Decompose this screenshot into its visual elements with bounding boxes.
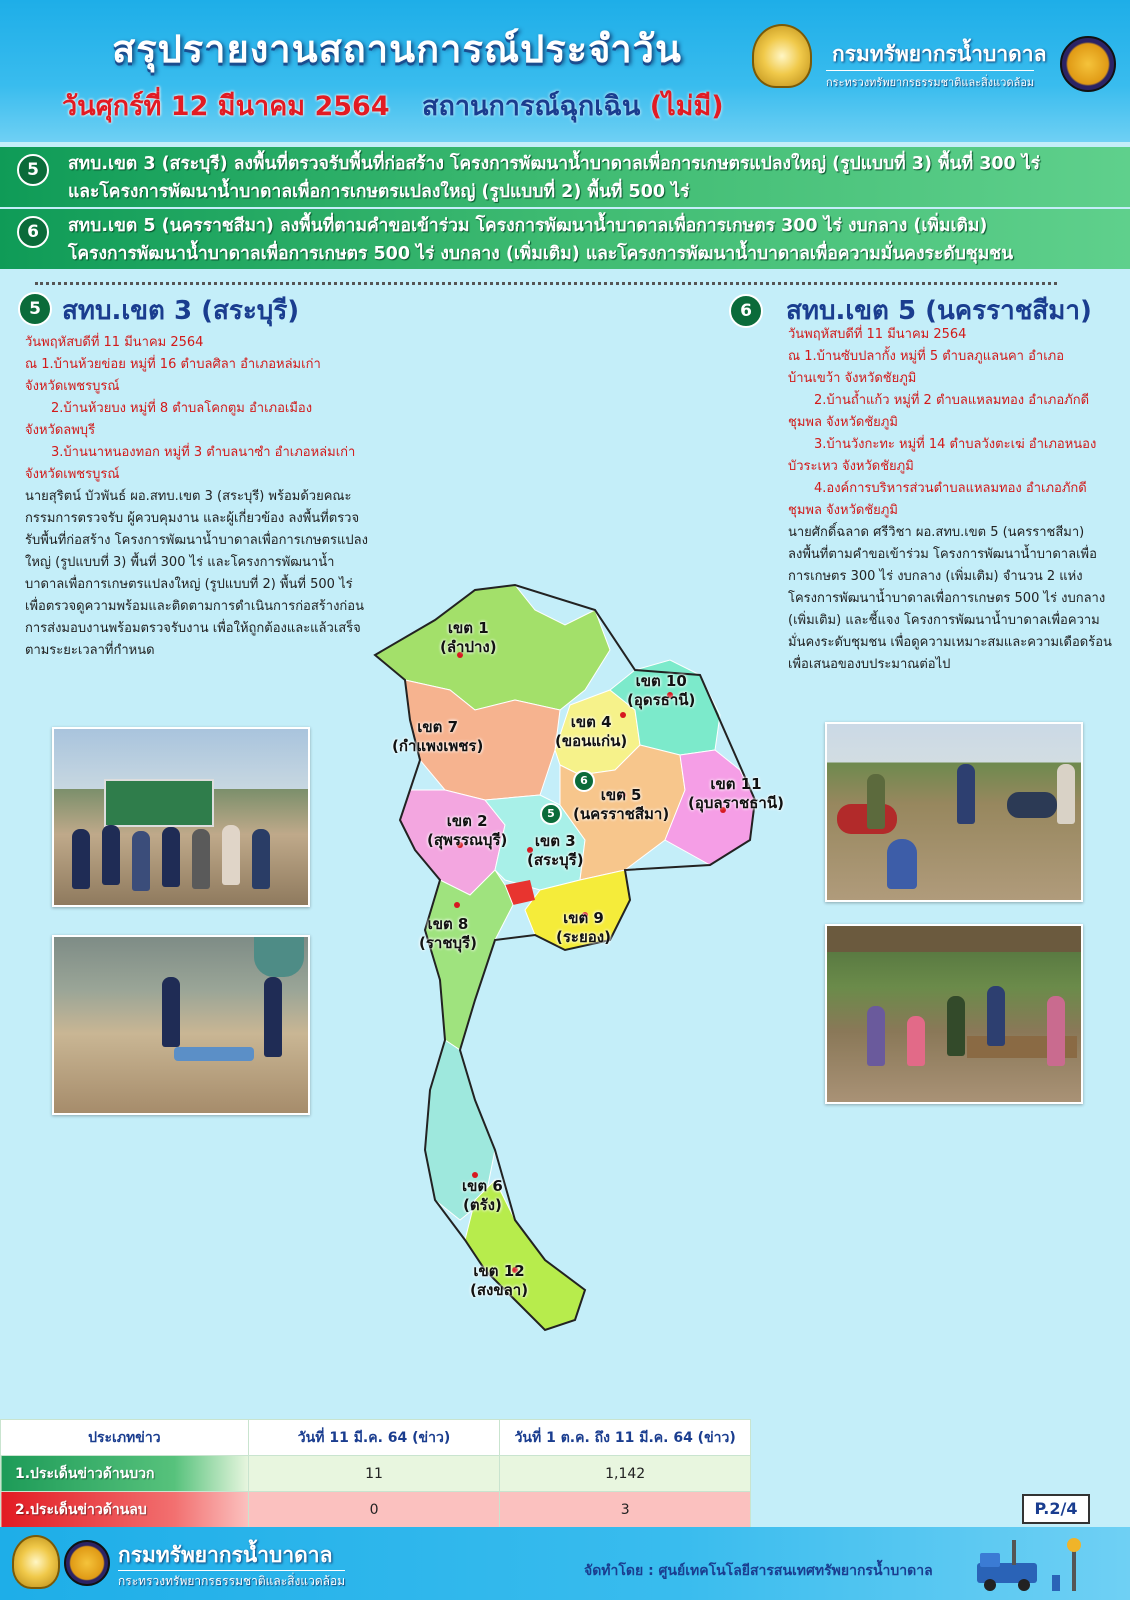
shelter-roof — [827, 926, 1083, 952]
row-label: 2.ประเด็นข่าวด้านลบ — [1, 1492, 249, 1528]
summary-line: สทบ.เขต 5 (นครราชสีมา) ลงพื้นที่ตามคำขอเข้าร่วม โครงการพัฒนาน้ำบาดาลเพื่อการเกษตร 300 ไร่ งบกลาง (เพิ่มเติม) — [68, 216, 988, 236]
water-tower — [254, 937, 304, 977]
section-5-text — [25, 332, 370, 662]
table-row — [1, 1492, 751, 1528]
section-6-text — [788, 324, 1112, 676]
map-region-label: เขต 10 (อุดรธานี) — [627, 672, 696, 709]
map-region-label: เขต 9 (ระยอง) — [556, 909, 611, 946]
table-header-row — [1, 1420, 751, 1456]
report-date: วันศุกร์ที่ 12 มีนาคม 2564 — [62, 91, 390, 122]
location-line: จังหวัดเพชรบูรณ์ — [25, 467, 120, 482]
event-date: วันพฤหัสบดีที่ 11 มีนาคม 2564 — [25, 335, 204, 350]
footer-org-ministry: กระทรวงทรัพยากรธรรมชาติและสิ่งแวดล้อม — [118, 1570, 345, 1591]
map-region-label: เขต 1 (ลำปาง) — [440, 619, 497, 656]
map-region-label: เขต 7 (กำแพงเพชร) — [392, 718, 484, 755]
map-region-label: เขต 2 (สุพรรณบุรี) — [427, 812, 508, 849]
location-line: 2.บ้านห้วยบง หมู่ที่ 8 ตำบลโคกตูม อำเภอเมือง — [51, 401, 313, 416]
map-region-label: เขต 12 (สงขลา) — [470, 1262, 529, 1299]
footer-org-name: กรมทรัพยากรน้ำบาดาล — [118, 1543, 333, 1567]
location-line: 2.บ้านถ้ำแก้ว หมู่ที่ 2 ตำบลแหลมทอง อำเภอภักดี — [814, 393, 1090, 408]
map-marker-6: 6 — [573, 770, 595, 792]
location-line: 3.บ้านนาหนองทอก หมู่ที่ 3 ตำบลนาซำ อำเภอหล่มเก่า — [51, 445, 356, 460]
news-stats-table — [0, 1419, 751, 1528]
event-date: วันพฤหัสบดีที่ 11 มีนาคม 2564 — [788, 327, 967, 342]
footer-credit: จัดทำโดย : ศูนย์เทคโนโลยีสารสนเทศทรัพยากรน้ำบาดาล — [584, 1563, 933, 1579]
water-pipe — [174, 1047, 254, 1061]
location-line: บ้านเขว้า จังหวัดชัยภูมิ — [788, 371, 917, 386]
summary-number-badge: 6 — [17, 216, 49, 248]
summary-line: สทบ.เขต 3 (สระบุรี) ลงพื้นที่ตรวจรับพื้นที่ก่อสร้าง โครงการพัฒนาน้ำบาดาลเพื่อการเกษตรแปลงใหญ่ (รูปแบบที่ 3) พื้นที่ 300 ไร่ — [68, 154, 1041, 174]
project-signboard — [104, 779, 214, 827]
summary-bar-5 — [0, 147, 1130, 207]
location-line: ชุมพล จังหวัดชัยภูมิ — [788, 415, 898, 430]
summary-line: โครงการพัฒนาน้ำบาดาลเพื่อการเกษตร 500 ไร่ งบกลาง (เพิ่มเติม) และโครงการพัฒนาน้ำบาดาลเพื่อความมั่นคงระดับชุมชน — [68, 244, 1014, 264]
location-line: 3.บ้านวังกะทะ หมู่ที่ 14 ตำบลวังตะเฆ่ อำเภอหนอง — [814, 437, 1097, 452]
map-region-label: เขต 3 (สระบุรี) — [527, 832, 584, 869]
summary-number-badge: 5 — [17, 154, 49, 186]
row-total-count: 3 — [500, 1492, 751, 1528]
thailand-region-map — [365, 580, 805, 1350]
emergency-status — [422, 84, 724, 127]
dotted-divider — [35, 282, 1057, 285]
photo-well-pump — [52, 935, 310, 1115]
photo-community-meeting — [825, 924, 1083, 1104]
org-name: กรมทรัพยากรน้ำบาดาล — [832, 42, 1047, 66]
photo-field-meeting — [825, 722, 1083, 902]
section-title: สทบ.เขต 5 (นครราชสีมา) — [786, 296, 1092, 326]
org-ministry: กระทรวงทรัพยากรธรรมชาติและสิ่งแวดล้อม — [826, 70, 1034, 91]
map-region-label: เขต 5 (นครราชสีมา) — [573, 786, 670, 823]
drilling-truck-icon — [972, 1535, 1092, 1595]
row-day-count: 0 — [248, 1492, 500, 1528]
section-number-badge: 5 — [18, 292, 52, 326]
table-row — [1, 1456, 751, 1492]
table-header: วันที่ 11 มี.ค. 64 (ข่าว) — [248, 1420, 500, 1456]
emergency-value: (ไม่มี) — [649, 91, 724, 122]
location-line: จังหวัดเพชรบูรณ์ — [25, 379, 120, 394]
royal-seal-icon — [1060, 36, 1116, 92]
section-number-badge: 6 — [729, 294, 763, 328]
page-number: P.2/4 — [1022, 1494, 1090, 1524]
map-marker-5: 5 — [540, 803, 562, 825]
map-region-label: เขต 6 (ตรัง) — [462, 1177, 503, 1214]
table-header: ประเภทข่าว — [1, 1420, 249, 1456]
location-line: ณ 1.บ้านห้วยข่อย หมู่ที่ 16 ตำบลศิลา อำเภอหล่มเก่า — [25, 357, 321, 372]
location-line: บัวระเหว จังหวัดชัยภูมิ — [788, 459, 914, 474]
page-title: สรุปรายงานสถานการณ์ประจำวัน — [112, 27, 682, 71]
row-day-count: 11 — [248, 1456, 500, 1492]
map-region-label: เขต 4 (ขอนแก่น) — [555, 713, 628, 750]
emergency-label: สถานการณ์ฉุกเฉิน — [422, 91, 641, 122]
location-line: ชุมพล จังหวัดชัยภูมิ — [788, 503, 898, 518]
motorcycle — [1007, 792, 1057, 818]
royal-seal-icon — [64, 1540, 110, 1586]
map-region-label: เขต 8 (ราชบุรี) — [419, 915, 477, 952]
location-line: ณ 1.บ้านซับปลากั้ง หมู่ที่ 5 ตำบลภูแลนคา อำเภอ — [788, 349, 1065, 364]
section-description: นายสุริตน์ บัวพันธ์ ผอ.สทบ.เขต 3 (สระบุรี) พร้อมด้วยคณะกรรมการตรวจรับ ผู้ควบคุมงาน และผู้เกี่ยวข้อง ลงพื้นที่ตรวจรับพื้นที่ก่อสร้าง โครงการพัฒนาน้ำบาดาลเพื่อการเกษตรแปลงใหญ่ (รูปแบบที่ 3) พื้นที่ 300 ไร่ และโครงการพัฒนาน้ำบาดาลเพื่อการเกษตรแปลงใหญ่ (รูปแบบที่ 2) พื้นที่ 500 ไร่ เพื่อตรวจดูความพร้อมและติดตามการดำเนินการก่อสร้างก่อนการส่งมอบงานพร้อมตรวจรับงาน เพื่อให้ถูกต้องและแล้วเสร็จตามระยะเวลาที่กำหนด — [25, 489, 368, 658]
photo-site-inspection-group — [52, 727, 310, 907]
location-line: 4.องค์การบริหารส่วนตำบลแหลมทอง อำเภอภักดี — [814, 481, 1087, 496]
summary-line: และโครงการพัฒนาน้ำบาดาลเพื่อการเกษตรแปลงใหญ่ (รูปแบบที่ 2) พื้นที่ 500 ไร่ — [68, 182, 690, 202]
row-label: 1.ประเด็นข่าวด้านบวก — [1, 1456, 249, 1492]
location-line: จังหวัดลพบุรี — [25, 423, 96, 438]
department-emblem-icon — [752, 24, 812, 88]
row-total-count: 1,142 — [500, 1456, 751, 1492]
section-description: นายศักดิ์ฉลาด ศรีวิชา ผอ.สทบ.เขต 5 (นครราชสีมา) ลงพื้นที่ตามคำขอเข้าร่วม โครงการพัฒนาน้ำบาดาลเพื่อการเกษตร 300 ไร่ งบกลาง (เพิ่มเติม) จำนวน 2 แห่ง โครงการพัฒนาน้ำบาดาลเพื่อการเกษตร 500 ไร่ งบกลาง (เพิ่มเติม) และชี้แจง โครงการพัฒนาน้ำบาดาลเพื่อความมั่นคงระดับชุมชน เพื่อดูความเหมาะสมและความเดือดร้อนเพื่อเสนอของบประมาณต่อไป — [788, 525, 1112, 672]
section-title: สทบ.เขต 3 (สระบุรี) — [62, 296, 300, 326]
table-header: วันที่ 1 ต.ค. ถึง 11 มี.ค. 64 (ข่าว) — [500, 1420, 751, 1456]
summary-bar-6 — [0, 209, 1130, 269]
map-region-label: เขต 11 (อุบลราชธานี) — [688, 775, 784, 812]
department-emblem-icon — [12, 1535, 60, 1589]
